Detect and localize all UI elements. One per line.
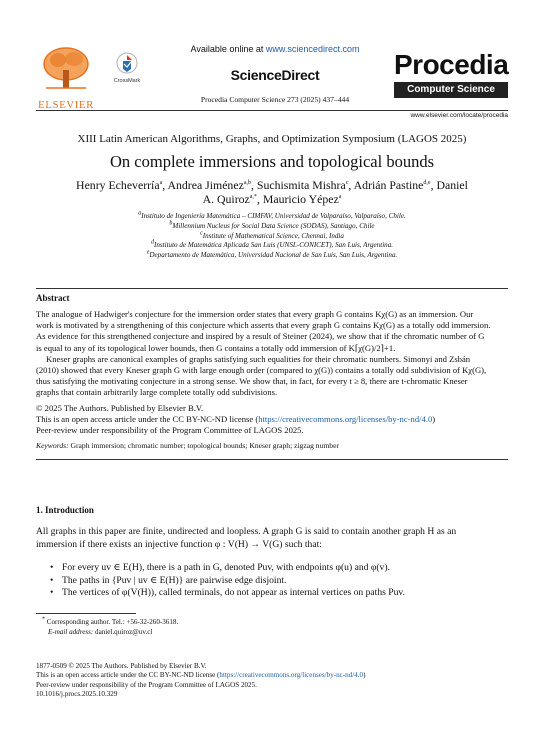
footnote: [36, 618, 508, 637]
intro-paragraph: [36, 526, 508, 551]
elsevier-logo: [36, 44, 96, 111]
author-list: Henry Echeverría$^a$, Andrea Jiménez$^{a,b}$, Suchismita Mishra$^c$, Adrián Pastine$^{d,e}$, Daniel A. Quiroz$^{a,*}$, Mauricio Yépez$^a$: [76, 178, 468, 206]
author: Mauricio Yépez$^a$: [262, 192, 342, 206]
bullet-item: • The paths in {Puv | uv ∈ E(H)} are pairwise edge disjoint.: [50, 574, 287, 586]
paragraph-line: All graphs in this paper are finite, undirected and loopless. A graph G is said to contain another graph H as an: [36, 526, 457, 537]
page-footer: [36, 662, 508, 699]
procedia-subtitle: Computer Science: [394, 82, 508, 98]
keywords-text: Graph immersion; chromatic number; topological bounds; Kneser graph; zigzag number: [70, 441, 339, 450]
affiliation: $^d$Instituto de Matemática Aplicada San Luis (UNSL-CONICET), San Luis, Argentina.: [150, 240, 394, 250]
abstract-line: graphs that contain arbitrarily large complete totally odd subdivisions.: [36, 387, 278, 398]
abstract-line: The analogue of Hadwiger's conjecture for the immersion order states that every graph G contains Kχ(G) as an immersion. Our: [36, 309, 474, 319]
abstract-line: thus satisfying the motivating conjecture in a strong sense. We show that, in fact, for every t ≥ 8, there are t-chromatic Kneser: [36, 376, 468, 387]
footer-open-access: This is an open access article under the CC BY-NC-ND license (https://creativecommons.org/licenses/by-nc-nd/4.0): [36, 671, 366, 680]
bullet-item: • For every uv ∈ E(H), there is a path in G, denoted Puv, with endpoints φ(u) and φ(v).: [50, 562, 390, 573]
procedia-wordmark: Procedia: [394, 49, 509, 80]
available-prefix: Available online at: [190, 44, 266, 54]
abstract-line: is equal to any of its topological lower bounds, then G contains a totally odd immersion of K⌈χ(G)/2⌉+1.: [36, 342, 396, 353]
abstract-body: [36, 309, 508, 399]
issn-line: 1877-0509 © 2025 The Authors. Published by Elsevier B.V.: [36, 662, 207, 670]
license-link[interactable]: https://creativecommons.org/licenses/by-nc-nd/4.0: [258, 414, 433, 425]
crossmark-label: CrossMark: [113, 78, 141, 84]
affiliations: [36, 212, 508, 261]
footer-peer-review: Peer-review under responsibility of the Program Committee of LAGOS 2025.: [36, 680, 257, 689]
abstract-line: As evidence for this strengthened conjecture and inspired by a result of Steiner (2024), we show that if the chromatic number of G: [36, 331, 485, 342]
paragraph-line: immersion if there exists an injective function φ : V(H) → V(G) such that:: [36, 538, 322, 550]
footnote-rule: [36, 613, 136, 614]
author: Suchismita Mishra$^c$: [256, 178, 349, 192]
copyright-line: © 2025 The Authors. Published by Elsevier B.V.: [36, 403, 204, 413]
peer-review-line: Peer-review under responsibility of the Program Committee of LAGOS 2025.: [36, 425, 304, 436]
doi[interactable]: 10.1016/j.procs.2025.10.329: [36, 689, 118, 698]
abstract-copyright-block: [36, 403, 508, 437]
procedia-logo: [394, 50, 508, 100]
abstract-bottom-rule: [36, 459, 508, 460]
header-rule: [36, 110, 508, 111]
abstract-heading: Abstract: [36, 293, 70, 303]
keywords: [36, 441, 508, 450]
sciencedirect-link[interactable]: www.sciencedirect.com: [265, 44, 360, 54]
email-link[interactable]: daniel.quiroz@uv.cl: [95, 627, 153, 636]
intro-bullets: [50, 562, 508, 600]
affiliation: $^e$Departamento de Matemática, Universidad Nacional de San Luis, San Luis, Argentina.: [146, 249, 398, 260]
abstract-line: work is motivated by a strengthening of this conjecture which asserts that every graph G contains Kχ(G) as a totally odd immersion.: [36, 320, 491, 331]
elsevier-wordmark: ELSEVIER: [38, 99, 94, 111]
keywords-label: Keywords:: [36, 441, 69, 450]
elsevier-tree-icon: [36, 44, 96, 94]
abstract-line: Kneser graphs are canonical examples of graphs satisfying such equalities for their chromatic numbers. Simonyi and Zsbán: [46, 353, 471, 364]
symposium-name: XIII Latin American Algorithms, Graphs, and Optimization Symposium (LAGOS 2025): [77, 133, 467, 145]
journal-citation: Procedia Computer Science 273 (2025) 437–444: [200, 95, 350, 104]
crossmark-logo[interactable]: [110, 52, 144, 82]
corresponding-author: * Corresponding author. Tel.: +56-32-260-3618.: [42, 616, 179, 626]
affiliation: $^c$Institute of Mathematical Science, Chennai, India: [200, 230, 344, 240]
abstract-line: (2010) showed that every Kneser graph G with large enough order (compared to χ(G)) contains a totally odd subdivision of Kχ(G),: [36, 365, 487, 376]
author: Andrea Jiménez$^{a,b}$: [167, 178, 251, 192]
author: Henry Echeverría$^a$: [76, 178, 163, 192]
available-online: [150, 44, 400, 54]
footer-license-link[interactable]: https://creativecommons.org/licenses/by-nc-nd/4.0: [219, 671, 364, 680]
journal-url[interactable]: www.elsevier.com/locate/procedia: [410, 112, 508, 119]
email-line: E-mail address: daniel.quiroz@uv.cl: [48, 627, 153, 636]
crossmark-icon: [116, 52, 138, 74]
sciencedirect-wordmark: ScienceDirect: [230, 67, 320, 83]
bullet-item: • The vertices of φ(V(H)), called terminals, do not appear as internal vertices on paths Puv.: [50, 587, 405, 599]
affiliation: $^b$Millennium Nucleus for Social Data Science (SODAS), Santiago, Chile: [169, 220, 375, 230]
section-heading: 1. Introduction: [36, 505, 94, 515]
paper-title: On complete immersions and topological bounds: [110, 152, 434, 171]
author: Daniel A. Quiroz$^{a,*}$: [202, 178, 468, 206]
abstract-top-rule: [36, 288, 508, 289]
author: Adrián Pastine$^{d,e}$: [353, 178, 431, 192]
affiliation: $^a$Instituto de Ingeniería Matemática – CIMFAV, Universidad de Valparaíso, Valparaíso, Chile.: [138, 210, 406, 220]
open-access-line: This is an open access article under the CC BY-NC-ND license (https://creativecommons.org/licenses/by-nc-nd/4.0): [36, 414, 436, 425]
